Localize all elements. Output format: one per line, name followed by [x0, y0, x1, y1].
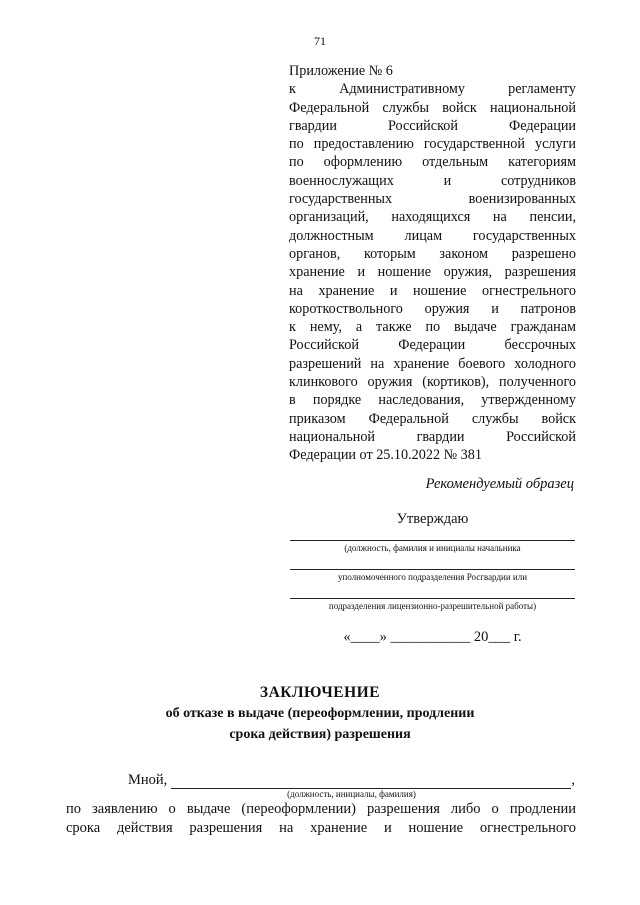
appendix-block	[289, 62, 576, 465]
appendix-line: к Административному регламенту	[289, 81, 576, 98]
appendix-line: по предоставлению государственной услуги	[289, 136, 576, 153]
document-subtitle: срока действия) разрешения	[229, 727, 411, 742]
appendix-line: Федеральной службы войск национальной	[289, 99, 576, 116]
approval-title: Утверждаю	[396, 511, 469, 527]
appendix-line: организаций, находящихся на пенсии,	[289, 209, 576, 226]
author-fill-line	[171, 774, 571, 789]
appendix-line: разрешений на хранение боевого холодного	[289, 355, 576, 372]
approval-caption-subunit: подразделения лицензионно-разрешительной работы)	[290, 598, 575, 627]
appendix-line: приказом Федеральной службы войск	[289, 410, 576, 427]
appendix-line: хранение и ношение оружия, разрешения	[289, 264, 576, 281]
author-trailing-comma: ,	[571, 772, 575, 788]
appendix-line: Российской Федерации бессрочных	[289, 337, 576, 354]
author-row	[128, 772, 575, 789]
appendix-line: в порядке наследования, утвержденному	[289, 392, 576, 409]
appendix-line: на хранение и ношение огнестрельного	[289, 282, 576, 299]
appendix-line: короткоствольного оружия и патронов	[289, 300, 576, 317]
sample-label: Рекомендуемый образец	[425, 476, 574, 492]
body-line: срока действия разрешения на хранение и ношение огнестрельного	[66, 820, 576, 836]
appendix-line: клинкового оружия (кортиков), полученного	[289, 374, 576, 391]
appendix-line: военнослужащих и сотрудников	[289, 172, 576, 189]
body-text	[66, 800, 576, 838]
author-label: Мной,	[128, 772, 168, 788]
appendix-line: должностным лицам государственных	[289, 227, 576, 244]
document-subtitle: об отказе в выдаче (переоформлении, продлении	[165, 706, 475, 721]
appendix-line: к нему, а также по выдаче гражданам	[289, 319, 576, 336]
document-title: ЗАКЛЮЧЕНИЕ	[259, 684, 381, 701]
appendix-line: государственных военизированных	[289, 191, 576, 208]
appendix-line: Федерации от 25.10.2022 № 381	[289, 447, 482, 464]
body-line: по заявлению о выдаче (переоформлении) разрешения либо о продлении	[66, 801, 576, 817]
appendix-line: национальной гвардии Российской	[289, 428, 576, 445]
appendix-line: гвардии Российской Федерации	[289, 117, 576, 134]
approval-caption-position: (должность, фамилия и инициалы начальника	[290, 540, 575, 569]
appendix-line: органов, которым законом разрешено	[289, 245, 576, 262]
appendix-line: по оформлению отдельным категориям	[289, 154, 576, 171]
approval-block	[290, 511, 575, 646]
author-caption: (должность, инициалы, фамилия)	[287, 789, 416, 799]
page-number: 71	[314, 34, 326, 48]
appendix-line: Приложение № 6	[289, 63, 393, 79]
approval-caption-unit: уполномоченного подразделения Росгвардии или	[290, 569, 575, 598]
approval-date-line: «____» ___________ 20___ г.	[343, 629, 522, 645]
